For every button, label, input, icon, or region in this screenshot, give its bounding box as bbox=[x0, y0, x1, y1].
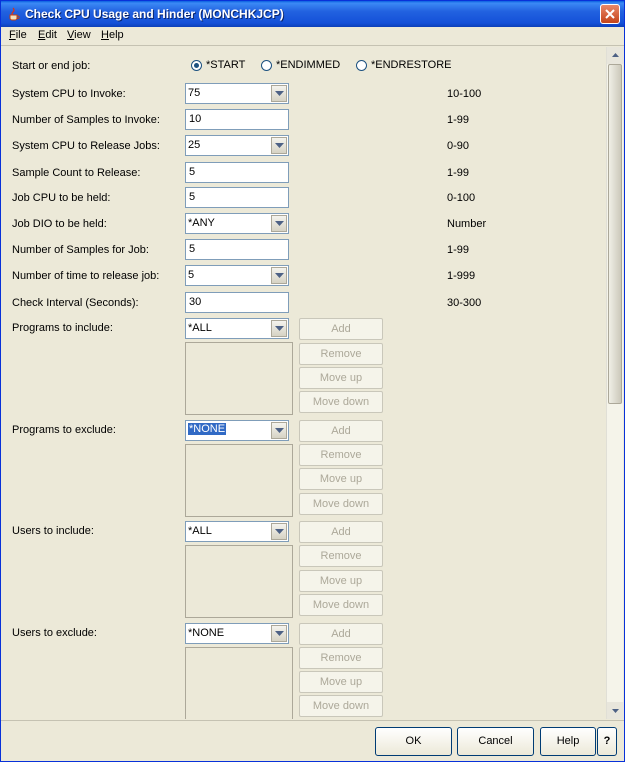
title-bar bbox=[1, 1, 624, 27]
system-cpu-invoke-label: System CPU to Invoke: bbox=[12, 88, 126, 100]
menu-help[interactable] bbox=[101, 29, 124, 41]
whats-this-button[interactable]: ? bbox=[597, 727, 617, 756]
users-exclude-label: Users to exclude: bbox=[12, 627, 97, 639]
menu-view[interactable] bbox=[67, 29, 91, 41]
job-cpu-held-label: Job CPU to be held: bbox=[12, 192, 111, 204]
menu-edit-mnemonic: E bbox=[38, 29, 46, 41]
radio-start-label: *START bbox=[206, 59, 246, 71]
system-cpu-invoke-combo[interactable] bbox=[185, 83, 289, 104]
times-release-label: Number of time to release job: bbox=[12, 270, 160, 282]
users-exclude-list[interactable] bbox=[185, 647, 293, 719]
users-include-label: Users to include: bbox=[12, 525, 94, 537]
times-release-range: 1-999 bbox=[447, 270, 476, 282]
samples-invoke-input[interactable] bbox=[185, 109, 289, 130]
job-dio-held-label: Job DIO to be held: bbox=[12, 218, 107, 230]
button-bar bbox=[1, 720, 624, 761]
programs-exclude-add-button[interactable]: Add bbox=[299, 420, 383, 442]
combo-value: *NONE bbox=[189, 423, 226, 435]
menu-file[interactable] bbox=[9, 29, 27, 41]
combo-value: *ALL bbox=[188, 322, 212, 334]
radio-endrestore-label: *ENDRESTORE bbox=[371, 59, 452, 71]
scroll-up-button[interactable] bbox=[607, 47, 624, 64]
programs-exclude-moveup-button[interactable]: Move up bbox=[299, 468, 383, 490]
users-exclude-remove-button[interactable]: Remove bbox=[299, 647, 383, 669]
chevron-down-icon bbox=[275, 428, 284, 433]
menu-help-label: elp bbox=[108, 29, 124, 41]
java-cup-icon bbox=[6, 6, 22, 22]
programs-include-moveup-button[interactable]: Move up bbox=[299, 367, 383, 389]
programs-include-label: Programs to include: bbox=[12, 322, 113, 334]
scroll-down-button[interactable] bbox=[607, 702, 624, 719]
check-interval-label: Check Interval (Seconds): bbox=[12, 297, 139, 309]
menu-edit[interactable] bbox=[38, 29, 57, 41]
users-exclude-add-button[interactable]: Add bbox=[299, 623, 383, 645]
sample-count-release-label: Sample Count to Release: bbox=[12, 167, 141, 179]
programs-exclude-remove-button[interactable]: Remove bbox=[299, 444, 383, 466]
users-include-remove-button[interactable]: Remove bbox=[299, 545, 383, 567]
programs-include-add-button[interactable]: Add bbox=[299, 318, 383, 340]
chevron-down-icon bbox=[275, 529, 284, 534]
close-icon bbox=[605, 9, 615, 19]
programs-include-movedown-button[interactable]: Move down bbox=[299, 391, 383, 413]
start-end-label: Start or end job: bbox=[12, 60, 91, 72]
dropdown-button[interactable] bbox=[271, 267, 287, 284]
chevron-down-icon bbox=[275, 631, 284, 636]
times-release-combo[interactable] bbox=[185, 265, 289, 286]
dropdown-button[interactable] bbox=[271, 137, 287, 154]
menu-view-mnemonic: V bbox=[67, 29, 75, 41]
chevron-down-icon bbox=[275, 221, 284, 226]
dropdown-button[interactable] bbox=[271, 320, 287, 337]
menu-help-mnemonic: H bbox=[101, 29, 109, 41]
users-include-moveup-button[interactable]: Move up bbox=[299, 570, 383, 592]
users-exclude-combo[interactable] bbox=[185, 623, 289, 644]
input-value: 5 bbox=[189, 243, 196, 255]
menu-file-mnemonic: F bbox=[9, 29, 16, 41]
programs-exclude-combo[interactable] bbox=[185, 420, 289, 441]
system-cpu-invoke-range: 10-100 bbox=[447, 88, 482, 100]
users-exclude-moveup-button[interactable]: Move up bbox=[299, 671, 383, 693]
scroll-thumb[interactable] bbox=[608, 64, 622, 404]
vertical-scrollbar[interactable] bbox=[606, 47, 623, 719]
combo-value: *NONE bbox=[188, 627, 225, 639]
ok-button[interactable]: OK bbox=[375, 727, 452, 756]
samples-job-label: Number of Samples for Job: bbox=[12, 244, 149, 256]
samples-job-range: 1-99 bbox=[447, 244, 470, 256]
combo-value: 5 bbox=[188, 269, 195, 281]
chevron-down-icon bbox=[275, 326, 284, 331]
close-button[interactable] bbox=[600, 4, 620, 24]
cancel-button[interactable]: Cancel bbox=[457, 727, 534, 756]
job-cpu-held-input[interactable] bbox=[185, 187, 289, 208]
radio-dot bbox=[261, 60, 272, 71]
menu-edit-label: dit bbox=[45, 29, 57, 41]
input-value: 10 bbox=[189, 113, 202, 125]
check-interval-input[interactable] bbox=[185, 292, 289, 313]
menu-file-label: ile bbox=[15, 29, 27, 41]
users-include-add-button[interactable]: Add bbox=[299, 521, 383, 543]
users-include-list[interactable] bbox=[185, 545, 293, 618]
combo-value: 75 bbox=[188, 87, 201, 99]
combo-value: *ALL bbox=[188, 525, 212, 537]
users-include-combo[interactable] bbox=[185, 521, 289, 542]
chevron-down-icon bbox=[275, 91, 284, 96]
system-cpu-release-range: 0-90 bbox=[447, 140, 470, 152]
programs-exclude-movedown-button[interactable]: Move down bbox=[299, 493, 383, 515]
radio-dot bbox=[356, 60, 367, 71]
samples-invoke-range: 1-99 bbox=[447, 114, 470, 126]
dropdown-button[interactable] bbox=[271, 215, 287, 232]
chevron-down-icon bbox=[275, 143, 284, 148]
menu-view-label: iew bbox=[74, 29, 91, 41]
dropdown-button[interactable] bbox=[271, 422, 287, 439]
input-value: 5 bbox=[189, 191, 196, 203]
programs-exclude-list[interactable] bbox=[185, 444, 293, 517]
programs-include-remove-button[interactable]: Remove bbox=[299, 343, 383, 365]
programs-include-list[interactable] bbox=[185, 342, 293, 415]
chevron-down-icon bbox=[607, 702, 624, 719]
system-cpu-release-combo[interactable] bbox=[185, 135, 289, 156]
samples-job-input[interactable] bbox=[185, 239, 289, 260]
programs-exclude-label: Programs to exclude: bbox=[12, 424, 116, 436]
sample-count-release-input[interactable] bbox=[185, 162, 289, 183]
dropdown-button[interactable] bbox=[271, 523, 287, 540]
job-dio-held-combo[interactable] bbox=[185, 213, 289, 234]
radio-endimmed-label: *ENDIMMED bbox=[276, 59, 341, 71]
users-exclude-movedown-button[interactable]: Move down bbox=[299, 695, 383, 717]
combo-value: 25 bbox=[188, 139, 201, 151]
users-include-movedown-button[interactable]: Move down bbox=[299, 594, 383, 616]
form-panel bbox=[1, 47, 607, 719]
dropdown-button[interactable] bbox=[271, 85, 287, 102]
input-value: 5 bbox=[189, 166, 196, 178]
input-value: 30 bbox=[189, 296, 202, 308]
radio-dot bbox=[191, 60, 202, 71]
combo-value: *ANY bbox=[188, 217, 215, 229]
chevron-down-icon bbox=[275, 273, 284, 278]
help-button[interactable]: Help bbox=[540, 727, 596, 756]
programs-include-combo[interactable] bbox=[185, 318, 289, 339]
system-cpu-release-label: System CPU to Release Jobs: bbox=[12, 140, 160, 152]
window-title: Check CPU Usage and Hinder (MONCHKJCP) bbox=[25, 7, 284, 21]
check-interval-range: 30-300 bbox=[447, 297, 482, 309]
sample-count-release-range: 1-99 bbox=[447, 167, 470, 179]
dropdown-button[interactable] bbox=[271, 625, 287, 642]
job-cpu-held-range: 0-100 bbox=[447, 192, 476, 204]
chevron-up-icon bbox=[607, 47, 624, 64]
menu-bar bbox=[1, 27, 624, 46]
job-dio-held-range: Number bbox=[447, 218, 487, 230]
samples-invoke-label: Number of Samples to Invoke: bbox=[12, 114, 160, 126]
